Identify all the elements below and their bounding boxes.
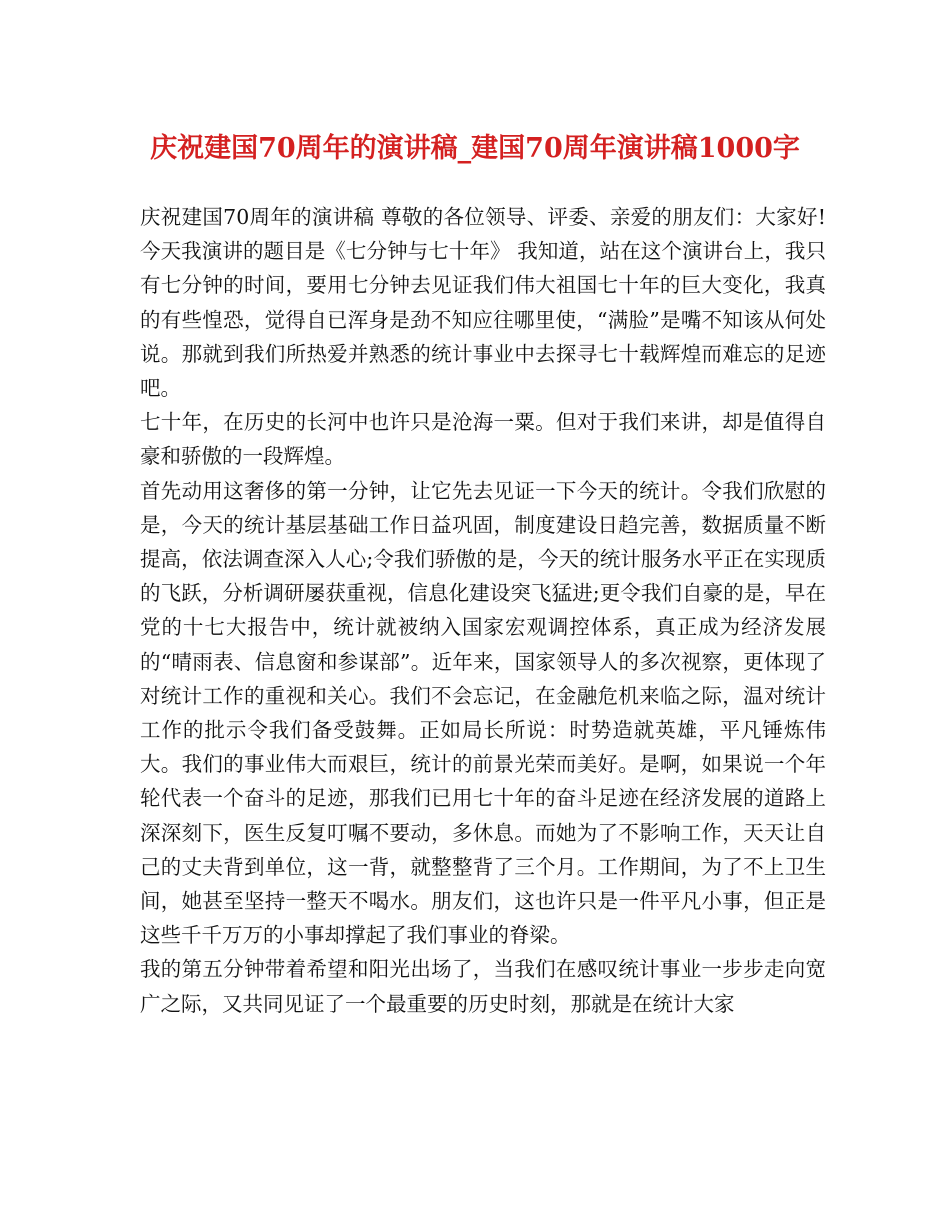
paragraph-fifth-minute: 我的第五分钟带着希望和阳光出场了，当我们在感叹统计事业一步步走向宽广之际，又共同见证了一个最重要的历史时刻，那就是在统计大家: [140, 957, 826, 1016]
paragraph-first-minute: 首先动用这奢侈的第一分钟，让它先去见证一下今天的统计。令我们欣慰的是，今天的统计基层基础工作日益巩固，制度建设日趋完善，数据质量不断提高，依法调查深入人心;令我们骄傲的是，今天的统计服务水平正在实现质的飞跃，分析调研屡获重视，信息化建设突飞猛进;更令我们自豪的是，早在党的十七大报告中，统计就被纳入国家宏观调控体系，真正成为经济发展的“晴雨表、信息窗和参谋部”。近年来，国家领导人的多次视察，更体现了对统计工作的重视和关心。我们不会忘记，在金融危机来临之际，温对统计工作的批示令我们备受鼓舞。正如局长所说：时势造就英雄，平凡锤炼伟大。我们的事业伟大而艰巨，统计的前景光荣而美好。是啊，如果说一个年轮代表一个奋斗的足迹，那我们已用七十年的奋斗足迹在经济发展的道路上深深刻下，医生反复叮嘱不要动，多休息。而她为了不影响工作，天天让自己的丈夫背到单位，这一背，就整整背了三个月。工作期间，为了不上卫生间，她甚至坚持一整天不喝水。朋友们，这也许只是一件平凡小事，但正是这些千千万万的小事却撑起了我们事业的脊梁。: [140, 478, 826, 948]
paragraph-seventy-years: 七十年，在历史的长河中也许只是沧海一粟。但对于我们来讲，却是值得自豪和骄傲的一段辉煌。: [140, 410, 826, 469]
document-body: [140, 200, 826, 1021]
paragraph-intro: 庆祝建国70周年的演讲稿 尊敬的各位领导、评委、亲爱的朋友们：大家好!今天我演讲的题目是《七分钟与七十年》 我知道，站在这个演讲台上，我只有七分钟的时间，要用七分钟去见证我们伟大祖国七十年的巨大变化，我真的有些惶恐，觉得自已浑身是劲不知应往哪里使，“满脸”是嘴不知该从何处说。那就到我们所热爱并熟悉的统计事业中去探寻七十载辉煌而难忘的足迹吧。: [140, 205, 826, 401]
document-title: 庆祝建国70周年的演讲稿_建国70周年演讲稿1000字: [150, 133, 800, 164]
